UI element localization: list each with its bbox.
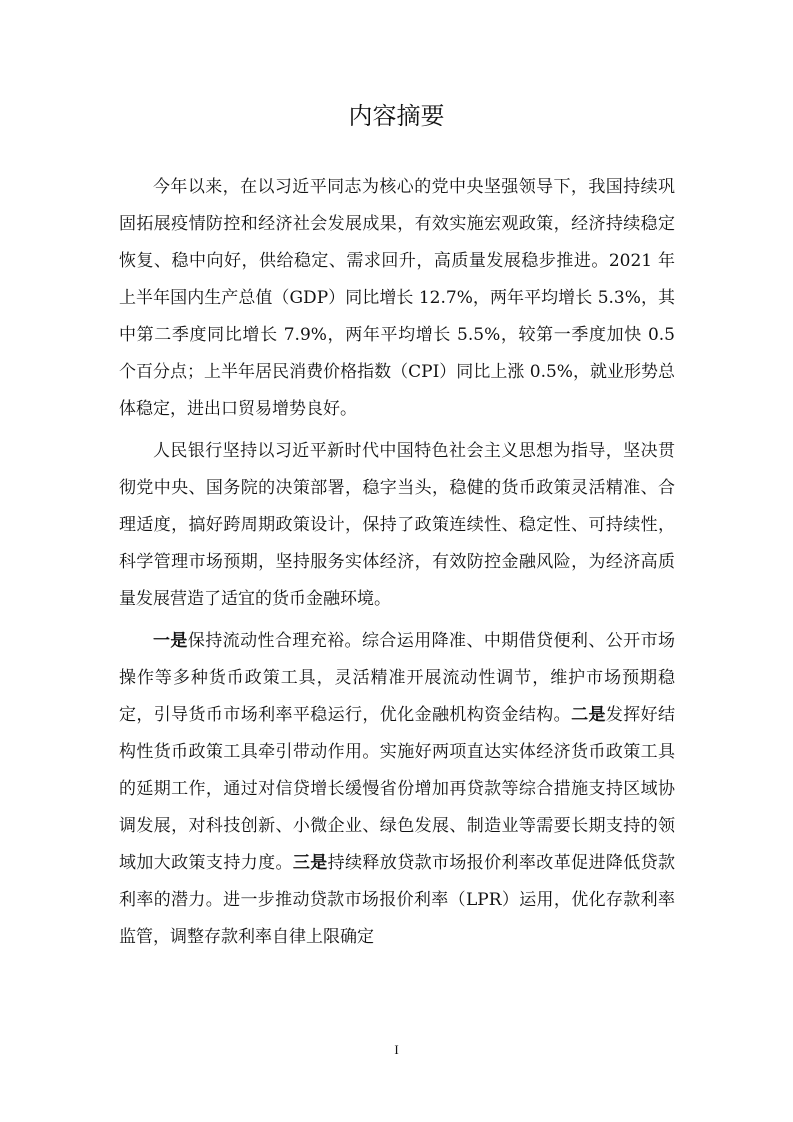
- page-number: I: [394, 1042, 399, 1057]
- measure-3-text: 持续释放贷款市场报价利率改革促进降低贷款利率的潜力。进一步推动贷款市场报价利率（LPR）运用，优化存款利率监管，调整存款利率自律上限确定: [119, 853, 676, 947]
- page-title: 内容摘要: [348, 102, 445, 130]
- summary-body: [119, 169, 675, 956]
- measure-2-lead: 二是: [571, 705, 606, 725]
- measure-1-lead: 一是: [153, 631, 188, 651]
- measure-2-text: 发挥好结构性货币政策工具牵引带动作用。实施好两项直达实体经济货币政策工具的延期工作，通过对信贷增长缓慢省份增加再贷款等综合措施支持区域协调发展，对科技创新、小微企业、绿色发展、制造业等需要长期支持的领域加大政策支持力度。: [119, 705, 676, 873]
- paragraph-economy: 今年以来，在以习近平同志为核心的党中央坚强领导下，我国持续巩固拓展疫情防控和经济社会发展成果，有效实施宏观政策，经济持续稳定恢复、稳中向好，供给稳定、需求回升，高质量发展稳步推进。2021 年上半年国内生产总值（GDP）同比增长 12.7%，两年平均增长 5.3%，其中第二季度同比增长 7.9%，两年平均增长 5.5%，较第一季度加快 0.5 个百分点；上半年居民消费价格指数（CPI）同比上涨 0.5%，就业形势总体稳定，进出口贸易增势良好。: [119, 177, 675, 419]
- measure-3-lead: 三是: [292, 853, 328, 873]
- paragraph-measures: [119, 623, 675, 956]
- paragraph-policy: 人民银行坚持以习近平新时代中国特色社会主义思想为指导，坚决贯彻党中央、国务院的决策部署，稳字当头，稳健的货币政策灵活精准、合理适度，搞好跨周期政策设计，保持了政策连续性、稳定性、可持续性，科学管理市场预期，坚持服务实体经济，有效防控金融风险，为经济高质量发展营造了适宜的货币金融环境。: [119, 441, 675, 609]
- measure-1-text: 保持流动性合理充裕。综合运用降准、中期借贷便利、公开市场操作等多种货币政策工具，灵活精准开展流动性调节，维护市场预期稳定，引导货币市场利率平稳运行，优化金融机构资金结构。: [119, 631, 675, 725]
